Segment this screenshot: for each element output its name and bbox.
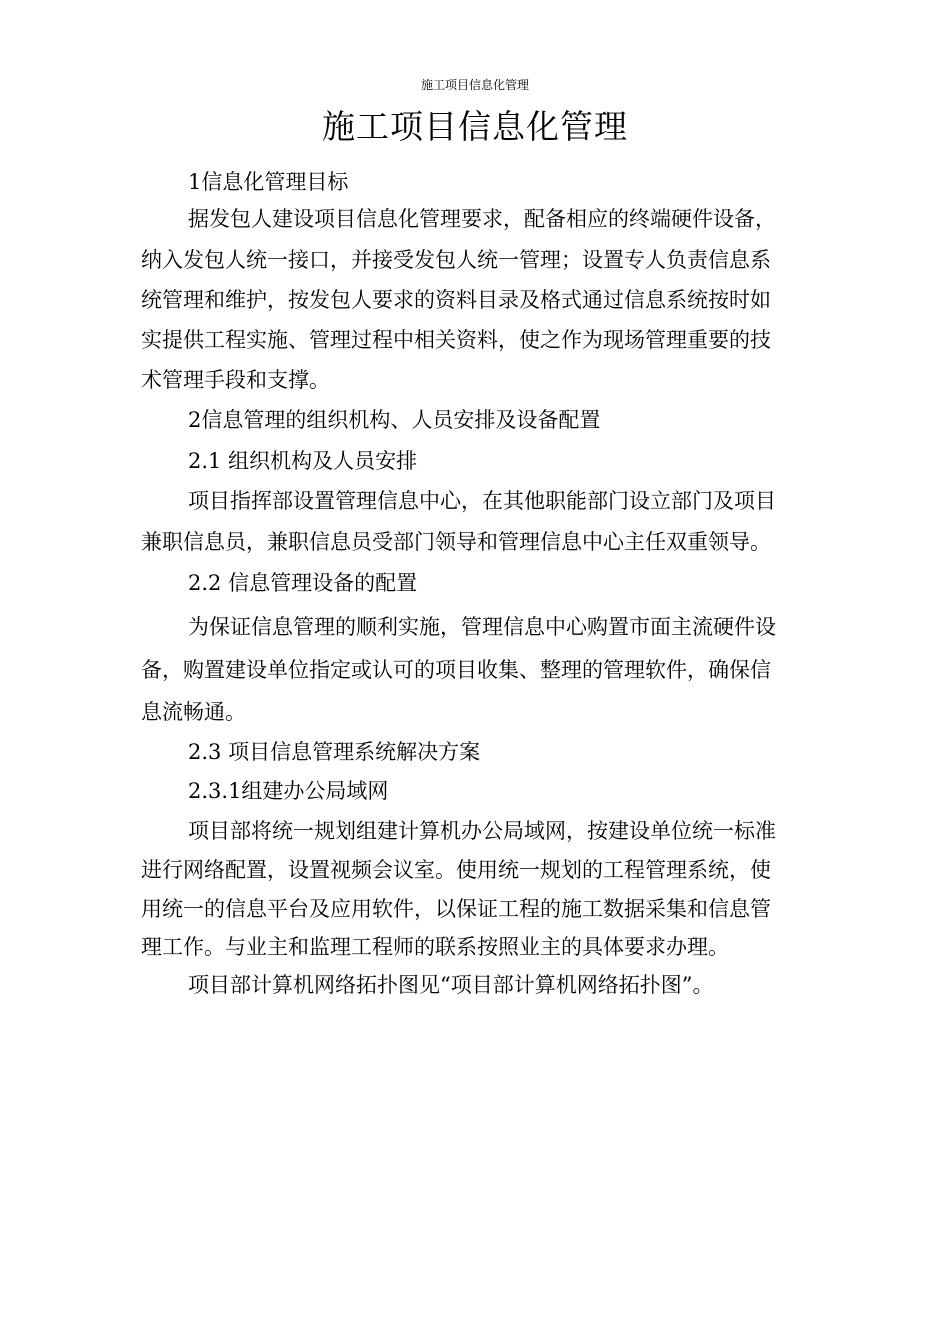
paragraph-line: 项目指挥部设置管理信息中心，在其他职能部门设立部门及项目 xyxy=(188,489,776,513)
paragraph-line: 统管理和维护，按发包人要求的资料目录及格式通过信息系统按时如 xyxy=(141,288,771,312)
paragraph-line: 进行网络配置，设置视频会议室。使用统一规划的工程管理系统，使 xyxy=(141,858,771,882)
paragraph-line: 实提供工程实施、管理过程中相关资料，使之作为现场管理重要的技 xyxy=(141,328,771,352)
paragraph-line: 备，购置建设单位指定或认可的项目收集、整理的管理软件，确保信 xyxy=(141,658,771,682)
document-title: 施工项目信息化管理 xyxy=(322,107,628,146)
section-heading-1: 1信息化管理目标 xyxy=(188,170,349,194)
subsection-heading-2-3: 2.3 项目信息管理系统解决方案 xyxy=(188,740,481,764)
running-header: 施工项目信息化管理 xyxy=(420,78,529,92)
paragraph-line: 息流畅通。 xyxy=(141,700,246,724)
section-heading-2: 2信息管理的组织机构、人员安排及设备配置 xyxy=(188,408,601,432)
paragraph-line: 纳入发包人统一接口，并接受发包人统一管理；设置专人负责信息系 xyxy=(141,248,771,272)
subsection-heading-2-3-1: 2.3.1组建办公局域网 xyxy=(188,779,389,803)
subsection-heading-2-1: 2.1 组织机构及人员安排 xyxy=(188,449,418,473)
paragraph-line: 术管理手段和支撑。 xyxy=(141,368,330,392)
paragraph-line: 据发包人建设项目信息化管理要求，配备相应的终端硬件设备， xyxy=(188,207,776,231)
subsection-heading-2-2: 2.2 信息管理设备的配置 xyxy=(188,571,418,595)
paragraph-line: 为保证信息管理的顺利实施，管理信息中心购置市面主流硬件设 xyxy=(188,615,776,639)
paragraph-line: 理工作。与业主和监理工程师的联系按照业主的具体要求办理。 xyxy=(141,935,729,959)
paragraph-line: 兼职信息员，兼职信息员受部门领导和管理信息中心主任双重领导。 xyxy=(141,530,771,554)
paragraph-line: 用统一的信息平台及应用软件，以保证工程的施工数据采集和信息管 xyxy=(141,897,771,921)
paragraph-line: 项目部计算机网络拓扑图见“项目部计算机网络拓扑图”。 xyxy=(188,973,714,997)
paragraph-line: 项目部将统一规划组建计算机办公局域网，按建设单位统一标准 xyxy=(188,819,776,843)
